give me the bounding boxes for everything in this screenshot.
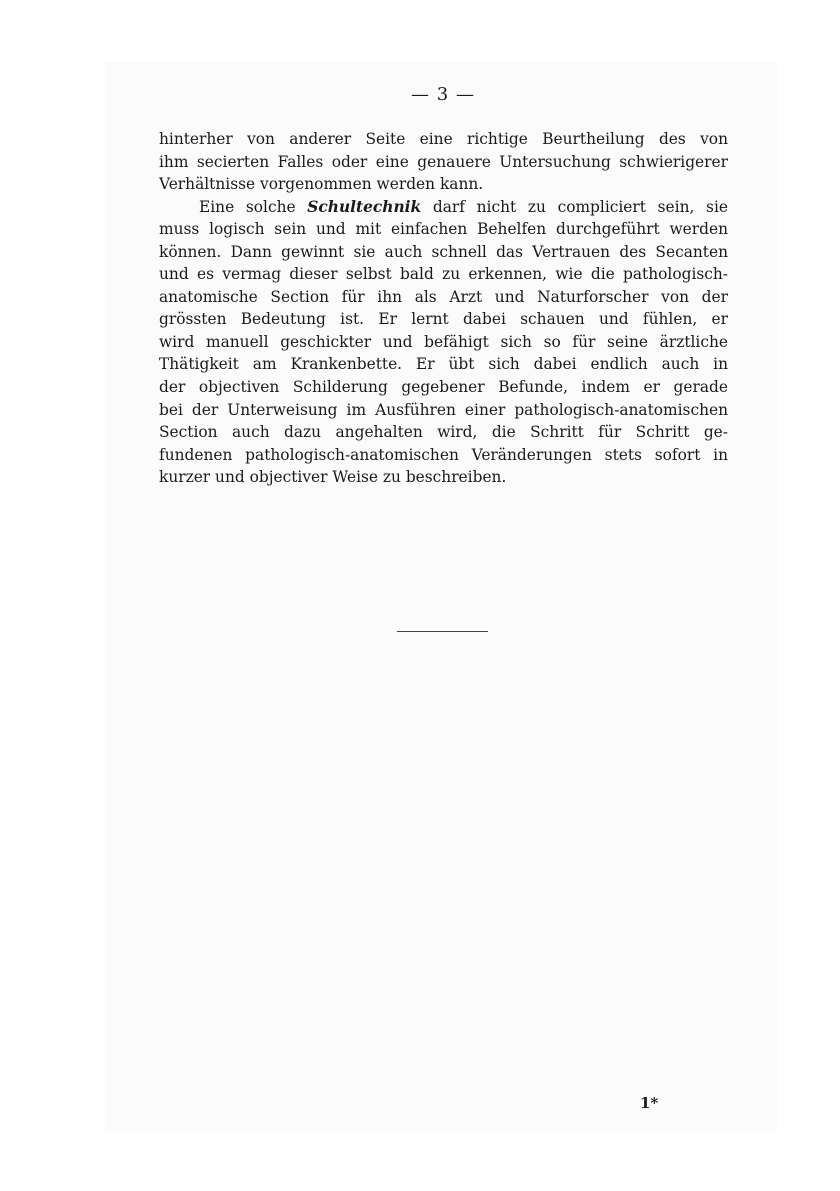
text-line: grössten Bedeutung ist. Er lernt dabei schauen und fühlen, er [159, 310, 728, 329]
text-line: fundenen pathologisch-anatomischen Veränderungen stets sofort in [159, 445, 728, 464]
body-text [159, 128, 728, 489]
text-line: Section auch dazu angehalten wird, die Schritt für Schritt ge- [159, 423, 728, 442]
page-number: — 3 — [411, 84, 475, 105]
text-line: kurzer und objectiver Weise zu beschreiben. [159, 468, 507, 487]
paragraph-start-line [159, 196, 728, 219]
emphasized-term: Schultechnik [307, 197, 422, 216]
text-line: und es vermag dieser selbst bald zu erkennen, wie die pathologisch- [159, 265, 728, 284]
text-line: können. Dann gewinnt sie auch schnell das Vertrauen des Secanten [159, 242, 728, 261]
text-line: muss logisch sein und mit einfachen Behelfen durchgeführt werden [159, 220, 728, 239]
text-line: hinterher von anderer Seite eine richtige Beurtheilung des von [159, 130, 728, 148]
text-line: der objectiven Schilderung gegebener Befunde, indem er gerade [159, 378, 728, 397]
text-line: Thätigkeit am Krankenbette. Er übt sich dabei endlich auch in [159, 355, 728, 374]
text-line: wird manuell geschickter und befähigt sich so für seine ärztliche [159, 332, 728, 351]
text-line: Verhältnisse vorgenommen werden kann. [159, 175, 484, 194]
text-line: anatomische Section für ihn als Arzt und Naturforscher von der [159, 287, 728, 306]
text-fragment: darf nicht zu compliciert sein, sie [421, 197, 728, 216]
text-line: bei der Unterweisung im Ausführen einer pathologisch-anatomischen [159, 400, 728, 419]
signature-mark: 1* [640, 1094, 659, 1112]
text-line: ihm secierten Falles oder eine genauere Untersuchung schwierigerer [159, 152, 728, 171]
text-fragment: Eine solche [199, 197, 308, 216]
section-end-rule [397, 631, 488, 632]
